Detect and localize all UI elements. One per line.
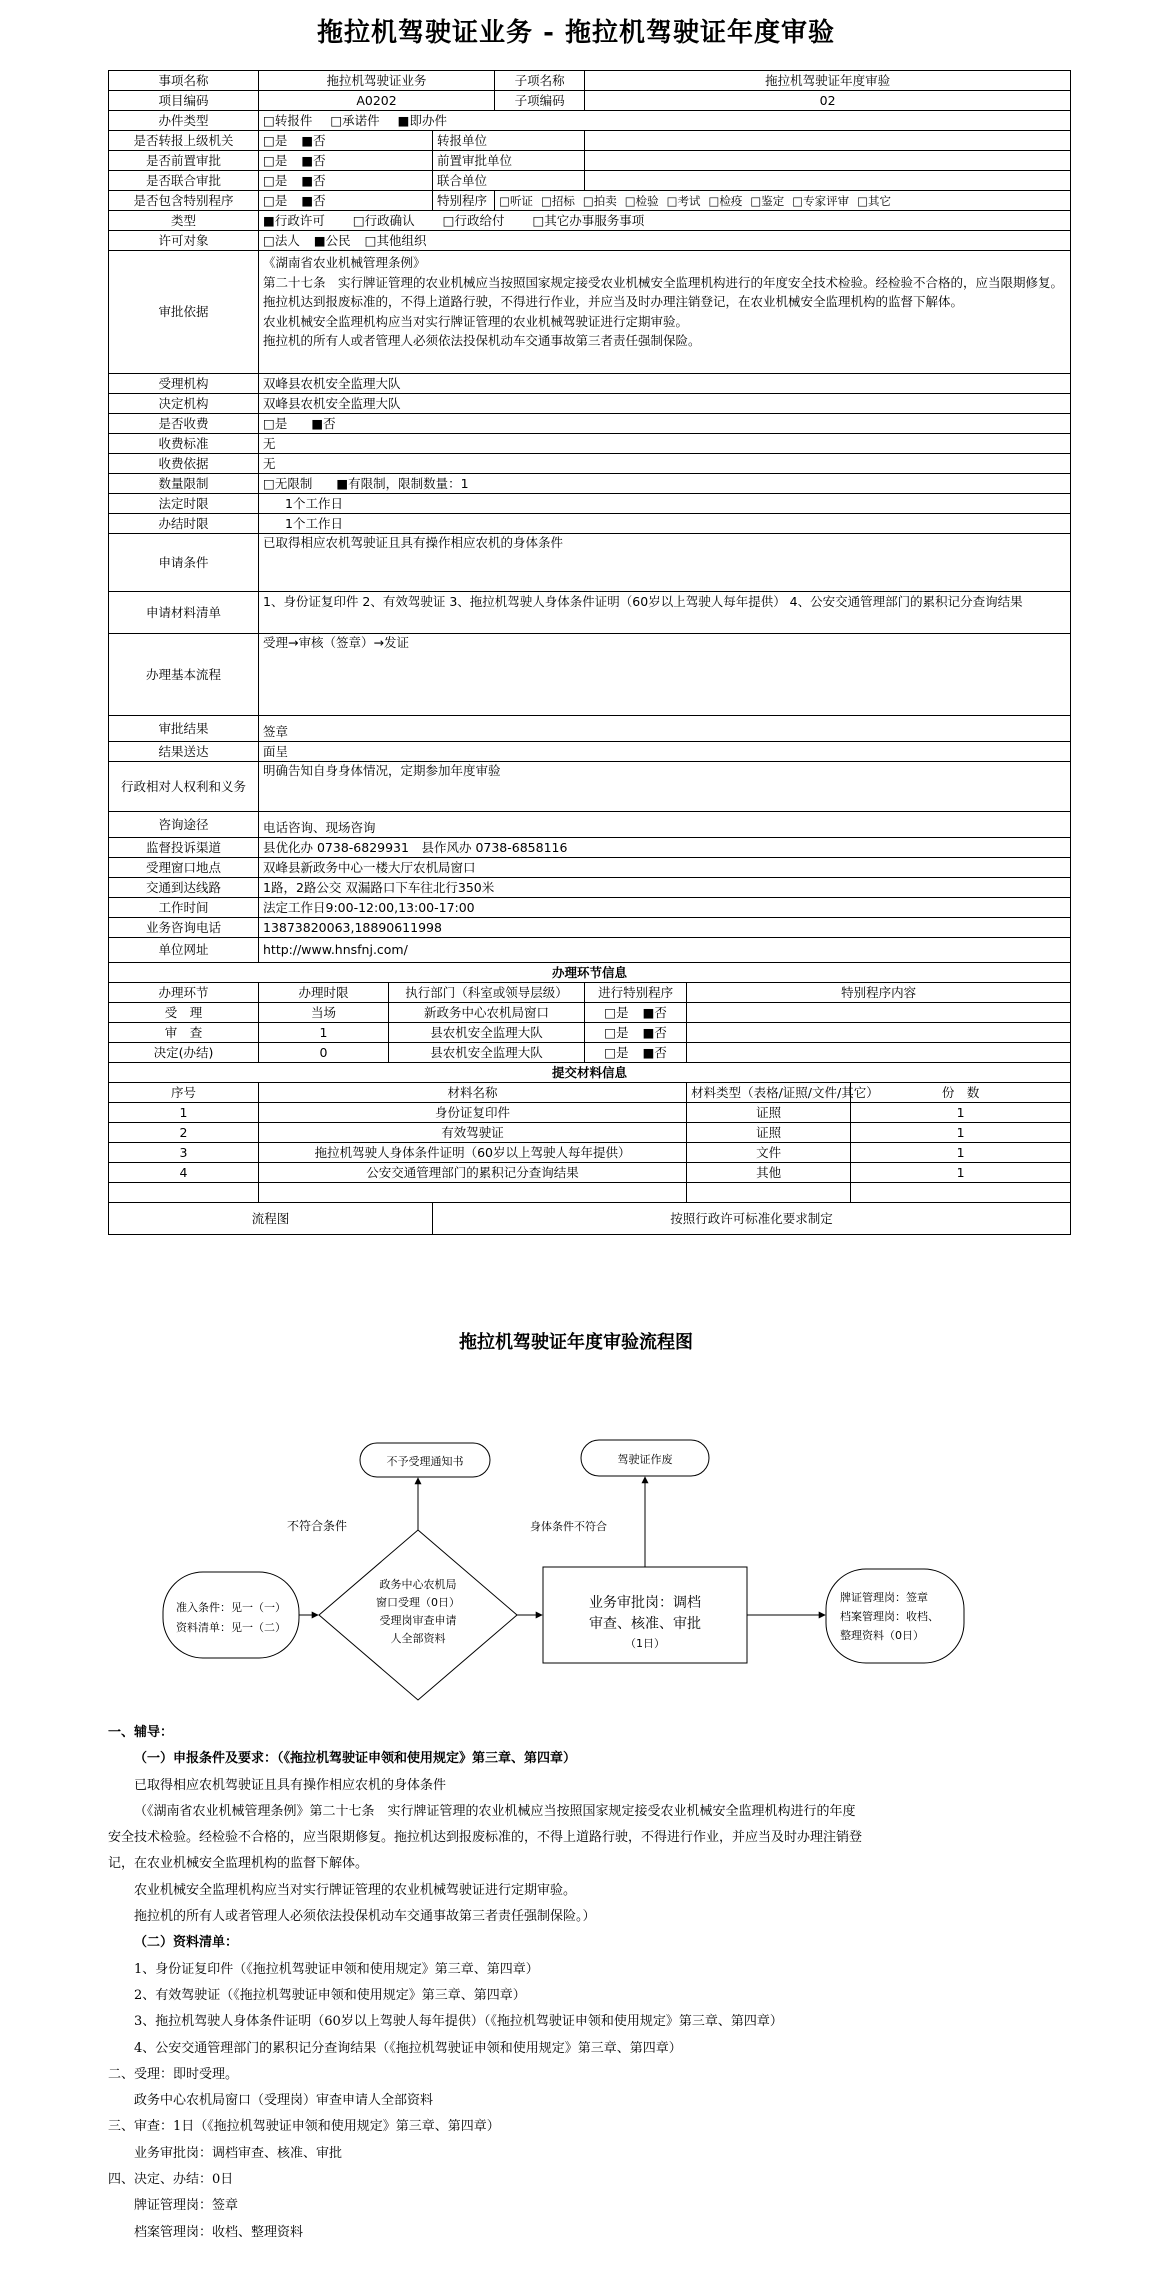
guidance-line: 档案管理岗：收档、整理资料 <box>134 2224 304 2240</box>
field-value: 面呈 <box>259 742 1071 762</box>
table-row: 1 身份证复印件 证照 1 <box>109 1103 1071 1123</box>
flowchart-title: 拖拉机驾驶证年度审验流程图 <box>459 1332 693 1353</box>
special-options: □听证 □招标 □拍卖 □检验 □考试 □检疫 □鉴定 □专家评审 □其它 <box>495 191 1071 211</box>
field-value: A0202 <box>259 91 495 111</box>
field-label: 特别程序 <box>433 191 495 211</box>
page-title: 拖拉机驾驶证业务 - 拖拉机驾驶证年度审验 <box>317 18 835 48</box>
website-link[interactable]: http://www.hnsfnj.com/ <box>259 938 1071 963</box>
table-row <box>109 1183 1071 1203</box>
guidance-line: 拖拉机的所有人或者管理人必须依法投保机动车交通事故第三者责任强制保险。） <box>134 1909 596 1925</box>
field-label: 收费标准 <box>109 434 259 454</box>
field-value: 双峰县新政务中心一楼大厅农机局窗口 <box>259 858 1071 878</box>
guidance-line: 1、身份证复印件（《拖拉机驾驶证申领和使用规定》第三章、第四章） <box>134 1961 539 1977</box>
field-label: 业务咨询电话 <box>109 918 259 938</box>
field-value <box>585 171 1071 191</box>
field-label: 类型 <box>109 211 259 231</box>
field-label: 工作时间 <box>109 898 259 918</box>
category-options: ■行政许可 □行政确认 □行政给付 □其它办事服务事项 <box>259 211 1071 231</box>
checkbox-option: ■即办件 <box>397 112 447 128</box>
reject-notice-text: 不予受理通知书 <box>386 1455 464 1468</box>
field-value: 1个工作日 <box>259 494 1071 514</box>
field-label: 许可对象 <box>109 231 259 251</box>
field-label: 受理窗口地点 <box>109 858 259 878</box>
column-header: 序号 <box>109 1083 259 1103</box>
column-header: 特别程序内容 <box>687 983 1071 1003</box>
column-header: 材料类型（表格/证照/文件/其它） <box>687 1083 851 1103</box>
guidance-line: 安全技术检验。经检验不合格的，应当限期修复。拖拉机达到报废标准的，不得上道路行驶，不得进行作业，并应当及时办理注销登 <box>108 1830 863 1846</box>
table-row: 3 拖拉机驾驶人身体条件证明（60岁以上驾驶人每年提供） 文件 1 <box>109 1143 1071 1163</box>
table-row: 审 查 1 县农机安全监理大队 □是 ■否 <box>109 1023 1071 1043</box>
field-value: 县优化办 0738-6829931 县作风办 0738-6858116 <box>259 838 1071 858</box>
review-text: 业务审批岗：调档 <box>589 1595 701 1611</box>
yes-no-options: □是 ■否 <box>259 151 433 171</box>
field-value: 无 <box>259 434 1071 454</box>
field-label: 事项名称 <box>109 71 259 91</box>
field-label: 是否包含特别程序 <box>109 191 259 211</box>
guidance-line: 已取得相应农机驾驶证且具有操作相应农机的身体条件 <box>134 1777 447 1793</box>
diamond-text: 窗口受理（0日） <box>376 1596 460 1609</box>
limit-options: □无限制 ■有限制，限制数量：1 <box>259 474 1071 494</box>
field-value: 1个工作日 <box>259 514 1071 534</box>
yes-no-options: □是 ■否 <box>259 131 433 151</box>
guidance-notes <box>108 1720 1078 2246</box>
guidance-line: 政务中心农机局窗口（受理岗）审查申请人全部资料 <box>134 2093 434 2109</box>
guidance-line: 记，在农业机械安全监理机构的监督下解体。 <box>108 1856 369 1872</box>
table-row: 决定(办结) 0 县农机安全监理大队 □是 ■否 <box>109 1043 1071 1063</box>
section-title: 办理环节信息 <box>109 963 1071 983</box>
guidance-line: 一、辅导： <box>108 1725 174 1740</box>
field-label: 办件类型 <box>109 111 259 131</box>
field-label: 决定机构 <box>109 394 259 414</box>
column-header: 执行部门（科室或领导层级） <box>389 983 585 1003</box>
diamond-text: 政务中心农机局 <box>379 1578 457 1591</box>
field-label: 受理机构 <box>109 374 259 394</box>
guidance-line: 2、有效驾驶证（《拖拉机驾驶证申领和使用规定》第三章、第四章） <box>134 1987 526 2003</box>
guidance-line: 农业机械安全监理机构应当对实行牌证管理的农业机械驾驶证进行定期审验。 <box>134 1882 577 1898</box>
item-info-table <box>108 70 1071 1235</box>
field-label: 前置审批单位 <box>433 151 585 171</box>
handle-type-options <box>259 111 1071 131</box>
guidance-line: 二、受理：即时受理。 <box>108 2066 239 2082</box>
standard-note: 按照行政许可标准化要求制定 <box>433 1203 1071 1235</box>
column-header: 进行特别程序 <box>585 983 687 1003</box>
field-label: 收费依据 <box>109 454 259 474</box>
field-label: 法定时限 <box>109 494 259 514</box>
basis-text: 《湖南省农业机械管理条例》 第二十七条 实行牌证管理的农业机械应当按照国家规定接受农业机械安全监理机构进行的年度安全技术检验。经检验不合格的，应当限期修复。拖拉机达到报废标准的，不得上道路行驶，不得进行作业，并应当及时办理注销登记，在农业机械安全监理机构的监督下解体。 农业机械安全监理机构应当对实行牌证管理的农业机械驾驶证进行定期审验。 拖拉机的所有人或者管理人必须依法投保机动车交通事故第三者责任强制保险。 <box>259 251 1071 374</box>
yes-no-options: □是 ■否 <box>259 171 433 191</box>
flowchart-diagram <box>0 1380 1152 1720</box>
field-label: 审批依据 <box>109 251 259 374</box>
field-label: 审批结果 <box>109 716 259 742</box>
field-value: 拖拉机驾驶证年度审验 <box>585 71 1071 91</box>
review-text: 审查、核准、审批 <box>589 1616 701 1632</box>
table-row: 受 理 当场 新政务中心农机局窗口 □是 ■否 <box>109 1003 1071 1023</box>
section-title: 提交材料信息 <box>109 1063 1071 1083</box>
diamond-text: 受理岗审查申请 <box>379 1614 457 1627</box>
field-label: 结果送达 <box>109 742 259 762</box>
field-label: 子项名称 <box>495 71 585 91</box>
guidance-line: 三、审查：1日（《拖拉机驾驶证申领和使用规定》第三章、第四章） <box>108 2119 500 2135</box>
field-label: 转报单位 <box>433 131 585 151</box>
field-value: 受理→审核（签章）→发证 <box>259 634 1071 716</box>
field-label: 子项编码 <box>495 91 585 111</box>
field-label: 交通到达线路 <box>109 878 259 898</box>
yes-no-options: □是 ■否 <box>259 191 433 211</box>
final-text: 牌证管理岗：签章 <box>840 1591 928 1604</box>
field-label: 是否联合审批 <box>109 171 259 191</box>
field-value: 1、身份证复印件 2、有效驾驶证 3、拖拉机驾驶人身体条件证明（60岁以上驾驶人每年提供） 4、公安交通管理部门的累积记分查询结果 <box>259 592 1071 634</box>
review-text: （1日） <box>625 1637 665 1650</box>
guidance-line: 3、拖拉机驾驶人身体条件证明（60岁以上驾驶人每年提供）（《拖拉机驾驶证申领和使用规定》第三章、第四章） <box>134 2014 783 2030</box>
field-label: 是否收费 <box>109 414 259 434</box>
field-value: 1路，2路公交 双漏路口下车往北行350米 <box>259 878 1071 898</box>
field-value: 无 <box>259 454 1071 474</box>
field-value: 13873820063,18890611998 <box>259 918 1071 938</box>
yes-no-options: □是 ■否 <box>259 414 1071 434</box>
guidance-line: （一）申报条件及要求：（《拖拉机驾驶证申领和使用规定》第三章、第四章） <box>134 1751 577 1767</box>
checkbox-option: □转报件 <box>263 112 313 128</box>
table-row: 2 有效驾驶证 证照 1 <box>109 1123 1071 1143</box>
flowchart-label: 流程图 <box>109 1203 433 1235</box>
field-label: 行政相对人权利和义务 <box>109 762 259 812</box>
field-label: 办结时限 <box>109 514 259 534</box>
column-header: 办理时限 <box>259 983 389 1003</box>
field-label: 监督投诉渠道 <box>109 838 259 858</box>
field-label: 联合单位 <box>433 171 585 191</box>
field-value: 电话咨询、现场咨询 <box>259 812 1071 838</box>
body-condition-label: 身体条件不符合 <box>530 1520 607 1533</box>
field-label: 是否转报上级机关 <box>109 131 259 151</box>
field-value: 双峰县农机安全监理大队 <box>259 394 1071 414</box>
field-label: 单位网址 <box>109 938 259 963</box>
entry-box <box>163 1572 299 1658</box>
field-value: 法定工作日9:00-12:00,13:00-17:00 <box>259 898 1071 918</box>
column-header: 材料名称 <box>259 1083 687 1103</box>
checkbox-option: □承诺件 <box>330 112 380 128</box>
final-text: 档案管理岗：收档、 <box>840 1610 939 1623</box>
field-label: 申请条件 <box>109 534 259 592</box>
guidance-line: 业务审批岗：调档审查、核准、审批 <box>134 2145 343 2161</box>
field-value: 已取得相应农机驾驶证且具有操作相应农机的身体条件 <box>259 534 1071 592</box>
field-value: 明确告知自身身体情况，定期参加年度审验 <box>259 762 1071 812</box>
guidance-line: 4、公安交通管理部门的累积记分查询结果（《拖拉机驾驶证申领和使用规定》第三章、第四章） <box>134 2040 682 2056</box>
entry-text: 资料清单：见一（二） <box>176 1621 286 1634</box>
entry-text: 准入条件：见一（一） <box>176 1601 286 1614</box>
final-text: 整理资料（0日） <box>840 1629 924 1642</box>
field-value <box>585 151 1071 171</box>
field-value: 签章 <box>259 716 1071 742</box>
field-label: 办理基本流程 <box>109 634 259 716</box>
field-label: 数量限制 <box>109 474 259 494</box>
guidance-line: （《湖南省农业机械管理条例》第二十七条 实行牌证管理的农业机械应当按照国家规定接受农业机械安全监理机构进行的年度 <box>134 1803 856 1819</box>
field-value: 双峰县农机安全监理大队 <box>259 374 1071 394</box>
diamond-text: 人全部资料 <box>390 1632 446 1645</box>
field-label: 项目编码 <box>109 91 259 111</box>
field-label: 是否前置审批 <box>109 151 259 171</box>
guidance-line: 牌证管理岗：签章 <box>134 2198 239 2214</box>
target-options: □法人 ■公民 □其他组织 <box>259 231 1071 251</box>
column-header: 办理环节 <box>109 983 259 1003</box>
field-value: 02 <box>585 91 1071 111</box>
license-void-text: 驾驶证作废 <box>617 1453 673 1466</box>
field-value: 拖拉机驾驶证业务 <box>259 71 495 91</box>
table-row: 4 公安交通管理部门的累积记分查询结果 其他 1 <box>109 1163 1071 1183</box>
field-label: 咨询途径 <box>109 812 259 838</box>
guidance-line: （二）资料清单： <box>134 1935 239 1951</box>
field-value <box>585 131 1071 151</box>
column-header: 份 数 <box>851 1083 1071 1103</box>
field-label: 申请材料清单 <box>109 592 259 634</box>
guidance-line: 四、决定、办结：0日 <box>108 2172 234 2188</box>
reject-condition-label: 不符合条件 <box>287 1519 348 1533</box>
